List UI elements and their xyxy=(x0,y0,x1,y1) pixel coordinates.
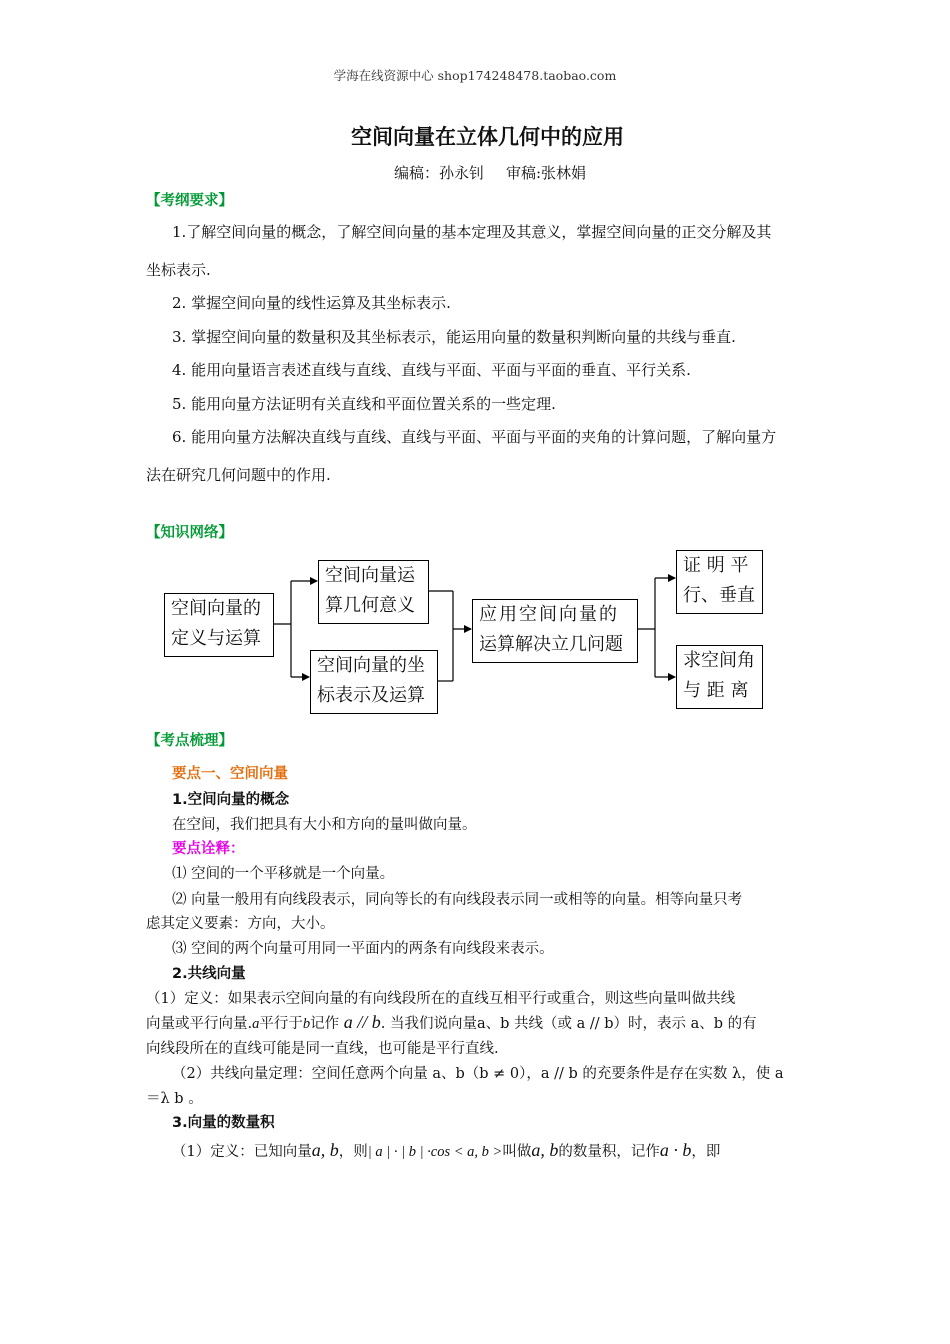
heading-collinear: 2.共线向量 xyxy=(172,966,246,982)
requirement-1a: 1.了解空间向量的概念，了解空间向量的基本定理及其意义，掌握空间向量的正交分解及其 xyxy=(172,223,772,241)
requirement-6b: 法在研究几何问题中的作用. xyxy=(146,466,331,484)
parallel-notation: a // b xyxy=(343,1012,381,1032)
requirement-1b: 坐标表示. xyxy=(146,261,211,279)
section-review: 【考点梳理】 xyxy=(146,733,233,749)
dot-product-expression: | a | · | b | ·cos < a, b > xyxy=(367,1144,503,1160)
requirement-2: 2. 掌握空间向量的线性运算及其坐标表示. xyxy=(172,294,451,312)
note-2a: ⑵ 向量一般用有向线段表示，同向等长的有向线段表示同一或相等的向量。相等向量只考 xyxy=(172,892,743,908)
dot-product-definition xyxy=(172,1140,720,1161)
collinear-def-a: （1）定义：如果表示空间向量的有向线段所在的直线互相平行或重合，则这些向量叫做共线 xyxy=(146,991,736,1007)
dot-def-call: 叫做 xyxy=(502,1144,532,1160)
collinear-def-b-note: 记作 xyxy=(310,1016,340,1032)
section-requirements: 【考纲要求】 xyxy=(146,193,233,209)
heading-concept: 1.空间向量的概念 xyxy=(172,792,290,808)
dot-def-then: ，则 xyxy=(338,1144,368,1160)
vector-a: a xyxy=(252,1016,260,1032)
box-angle-distance xyxy=(676,645,763,709)
requirement-4: 4. 能用向量语言表述直线与直线、直线与平面、平面与平面的垂直、平行关系. xyxy=(172,361,691,379)
box-geometric-line1: 空间向量运 xyxy=(325,565,415,586)
requirement-3: 3. 掌握空间向量的数量积及其坐标表示，能运用向量的数量积判断向量的共线与垂直. xyxy=(172,328,736,346)
box-definition-line1: 空间向量的 xyxy=(171,598,261,619)
concept-text: 在空间，我们把具有大小和方向的量叫做向量。 xyxy=(172,817,477,833)
collinear-theorem-a: （2）共线向量定理：空间任意两个向量 a、b（b ≠ 0），a // b 的充要条件是存在实数 λ，使 a xyxy=(172,1066,784,1082)
requirement-6a: 6. 能用向量方法解决直线与直线、直线与平面、平面与平面的夹角的计算问题，了解向量方 xyxy=(172,428,777,446)
box-coordinate-line1: 空间向量的坐 xyxy=(317,655,425,676)
box-angle-line2: 与 距 离 xyxy=(683,680,749,701)
box-proof-line1: 证 明 平 xyxy=(683,555,749,576)
heading-dot-product: 3.向量的数量积 xyxy=(172,1115,275,1131)
note-1: ⑴ 空间的一个平移就是一个向量。 xyxy=(172,866,395,882)
collinear-def-b-post: . 当我们说向量 xyxy=(380,1016,477,1032)
vector-b: b xyxy=(302,1016,311,1032)
box-proof-line2: 行、垂直 xyxy=(683,585,755,606)
box-angle-line1: 求空间角 xyxy=(683,650,755,671)
box-definition-line2: 定义与运算 xyxy=(171,628,261,649)
box-application-line1: 应用空间向量的 xyxy=(479,604,619,625)
page-header: 学海在线资源中心 shop174248478.taobao.com xyxy=(333,68,617,83)
box-proof-parallel-perpendicular xyxy=(676,550,763,614)
note-3: ⑶ 空间的两个向量可用同一平面内的两条有向线段来表示。 xyxy=(172,941,554,957)
collinear-theorem-b: ＝λ b 。 xyxy=(146,1091,203,1107)
reviewer: 审稿:张林娟 xyxy=(505,164,587,182)
vectors-ab: a, b xyxy=(311,1140,339,1160)
box-definition-operation xyxy=(164,593,274,657)
key-point-1: 要点一、空间向量 xyxy=(172,766,288,782)
dot-product-notation: a · b xyxy=(659,1140,692,1160)
collinear-def-b-pre: 向量或平行向量. xyxy=(146,1016,253,1032)
box-geometric-line2: 算几何意义 xyxy=(325,595,415,616)
box-application-line2: 运算解决立几问题 xyxy=(479,634,623,655)
editor: 编稿：孙永钊 xyxy=(393,164,484,182)
section-network: 【知识网络】 xyxy=(146,525,233,541)
box-application xyxy=(472,599,638,663)
page-title: 空间向量在立体几何中的应用 xyxy=(351,125,624,149)
box-geometric-meaning xyxy=(318,560,429,624)
dot-def-end: ，即 xyxy=(691,1144,721,1160)
collinear-def-b xyxy=(146,1012,757,1033)
dot-def-post: 的数量积，记作 xyxy=(558,1144,660,1160)
note-2b: 虑其定义要素：方向，大小。 xyxy=(146,916,335,932)
requirement-5: 5. 能用向量方法证明有关直线和平面位置关系的一些定理. xyxy=(172,395,556,413)
vectors-ab-2: a, b xyxy=(531,1140,559,1160)
box-coordinate-operation xyxy=(310,650,438,714)
dot-def-pre: （1）定义：已知向量 xyxy=(172,1144,312,1160)
collinear-def-b-rest: a、b 共线（或 a // b）时，表示 a、b 的有 xyxy=(476,1016,757,1032)
collinear-def-c: 向线段所在的直线可能是同一直线，也可能是平行直线. xyxy=(146,1041,499,1057)
box-coordinate-line2: 标表示及运算 xyxy=(317,685,425,706)
collinear-def-b-mid: 平行于 xyxy=(259,1016,303,1032)
note-heading: 要点诠释： xyxy=(172,841,245,857)
